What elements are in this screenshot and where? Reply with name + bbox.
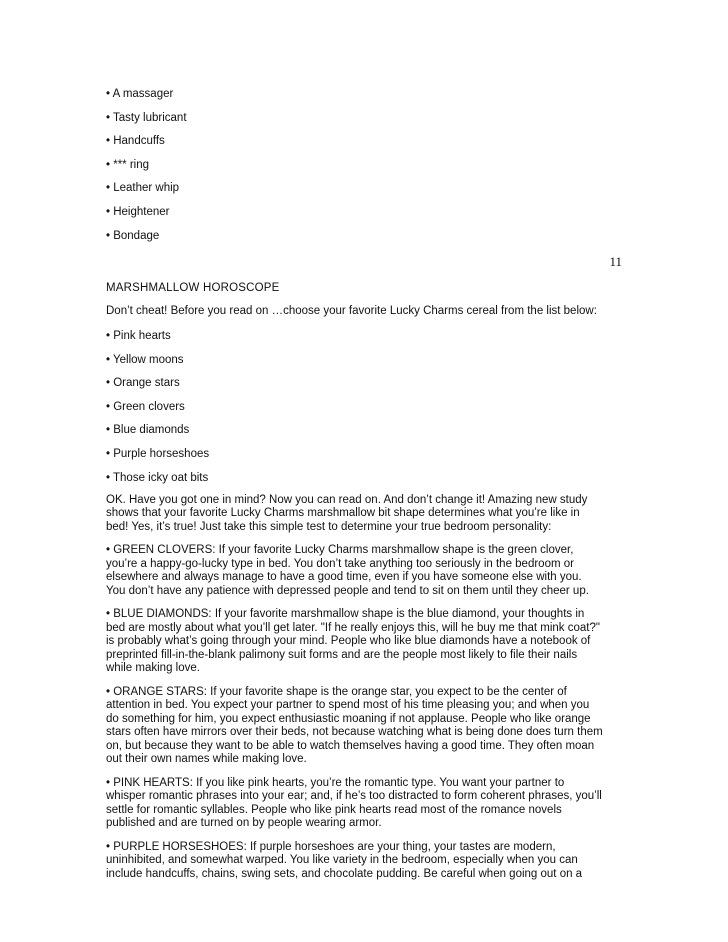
paragraph-line: elsewhere and always manage to have a good time, even if you have someone else with you. (106, 571, 582, 583)
paragraph-line: settle for romantic syllables. People who like pink hearts read most of the romance novels (106, 804, 562, 816)
paragraph-line: include handcuffs, chains, swing sets, and chocolate pudding. Be careful when going out on a (106, 868, 583, 880)
paragraph-line: • GREEN CLOVERS: If your favorite Lucky Charms marshmallow shape is the green clover, (106, 544, 574, 556)
choice-item: • Orange stars (106, 377, 180, 389)
list-item: • Tasty lubricant (106, 112, 187, 124)
paragraph-line: OK. Have you got one in mind? Now you can read on. And don’t change it! Amazing new study (106, 494, 588, 506)
section-title: MARSHMALLOW HOROSCOPE (106, 282, 280, 294)
choice-item: • Green clovers (106, 401, 185, 413)
paragraph-line: bed are mostly about what you’ll get later. "If he really enjoys this, will he buy me that mink coat?" (106, 622, 600, 634)
list-item: • Handcuffs (106, 135, 165, 147)
paragraph-line: on, but because they want to be able to watch themselves having a good time. They often moan (106, 740, 595, 752)
paragraph-line: is probably what’s going through your mind. People who like blue diamonds have a notebook of (106, 635, 591, 647)
choice-item: • Blue diamonds (106, 424, 190, 436)
list-item: • Leather whip (106, 182, 180, 194)
choice-item: • Pink hearts (106, 330, 171, 342)
paragraph-line: whisper romantic phrases into your ear; and, if he’s too distracted to form coherent phrases, you’ll (106, 790, 602, 802)
paragraph-line: • BLUE DIAMONDS: If your favorite marshmallow shape is the blue diamond, your thoughts in (106, 608, 585, 620)
paragraph-line: do something for him, you expect enthusiastic moaning if not applause. People who like orange (106, 713, 591, 725)
paragraph-line: published and are turned on by people wearing armor. (106, 817, 382, 829)
paragraph-line: • PURPLE HORSESHOES: If purple horseshoes are your thing, your tastes are modern, (106, 841, 556, 853)
paragraph-line: You don’t have any patience with depressed people and tend to sit on them until they cheer up. (106, 585, 589, 597)
paragraph-line: • PINK HEARTS: If you like pink hearts, you’re the romantic type. You want your partner to (106, 777, 565, 789)
list-item: • Heightener (106, 206, 170, 218)
intro-text: Don’t cheat! Before you read on …choose your favorite Lucky Charms cereal from the list below: (106, 305, 597, 317)
choice-item: • Those icky oat bits (106, 472, 209, 484)
page-number: 11 (609, 254, 622, 269)
choice-item: • Yellow moons (106, 354, 184, 366)
paragraph-line: preprinted fill-in-the-blank palimony suit forms and are the people most likely to file their nails (106, 649, 578, 661)
paragraph-line: you’re a happy-go-lucky type in bed. You don’t take anything too seriously in the bedroom or (106, 558, 574, 570)
paragraph-line: uninhibited, and somewhat warped. You like variety in the bedroom, especially when you can (106, 854, 578, 866)
choice-item: • Purple horseshoes (106, 448, 210, 460)
paragraph-line: bed! Yes, it’s true! Just take this simple test to determine your true bedroom personality: (106, 521, 552, 533)
paragraph-line: out their own names while making love. (106, 753, 307, 765)
paragraph-line: shows that your favorite Lucky Charms marshmallow bit shape determines what you’re like in (106, 507, 580, 519)
paragraph-line: attention in bed. You expect your partner to spend most of his time pleasing you; and when you (106, 699, 590, 711)
paragraph-line: stars often have mirrors over their beds, not because watching what is being done does turn them (106, 726, 603, 738)
paragraph-line: • ORANGE STARS: If your favorite shape is the orange star, you expect to be the center of (106, 686, 567, 698)
list-item: • A massager (106, 88, 174, 100)
list-item: • Bondage (106, 230, 160, 242)
list-item: • *** ring (106, 159, 150, 171)
paragraph-line: while making love. (106, 662, 200, 674)
